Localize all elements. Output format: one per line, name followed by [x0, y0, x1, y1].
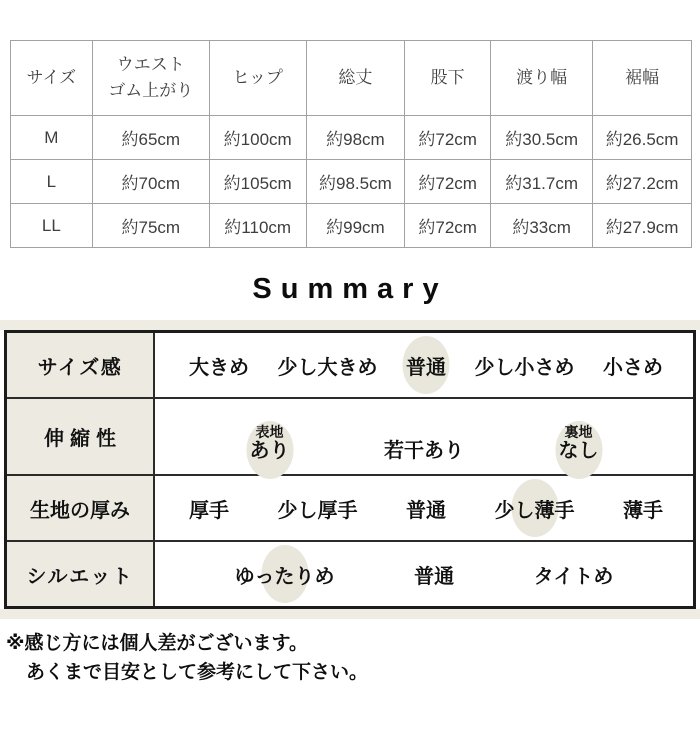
- summary-option-selected: 表地 あり: [250, 424, 290, 463]
- summary-row-silhouette: [6, 541, 695, 608]
- summary-row-label: シルエット: [6, 541, 155, 608]
- option-note: 裏地: [564, 423, 593, 440]
- summary-option-selected: 普通: [406, 351, 446, 380]
- size-table-header-cell: 股下: [405, 41, 491, 116]
- size-table: [10, 40, 692, 248]
- summary-option: 普通: [414, 565, 455, 588]
- summary-option: 少し厚手: [277, 499, 358, 522]
- size-table-header-row: [11, 41, 692, 116]
- size-cell: 約72cm: [405, 160, 491, 204]
- summary-option: 少し小さめ: [474, 356, 575, 379]
- size-cell: 約98.5cm: [306, 160, 405, 204]
- size-cell: 約100cm: [209, 116, 306, 160]
- size-cell: 約30.5cm: [491, 116, 593, 160]
- size-cell: 約27.9cm: [593, 204, 692, 248]
- size-cell: 約75cm: [92, 204, 209, 248]
- size-cell: 約105cm: [209, 160, 306, 204]
- size-table-header-cell: ウエスト ゴム上がり: [92, 41, 209, 116]
- size-table-row-ll: [11, 204, 692, 248]
- summary-options: [155, 333, 693, 397]
- summary-row-stretch: [6, 398, 695, 475]
- size-cell: L: [11, 160, 93, 204]
- summary-option: 厚手: [189, 499, 229, 522]
- summary-options: [155, 476, 693, 540]
- summary-row-size-feel: [6, 332, 695, 399]
- summary-table: [4, 330, 696, 609]
- footnote-line: あくまで目安として参考にして下さい。: [26, 661, 369, 683]
- summary-row-label: 生地の厚み: [6, 475, 155, 541]
- size-cell: 約110cm: [209, 204, 306, 248]
- size-cell: 約72cm: [405, 116, 491, 160]
- beige-strip-top: [0, 320, 700, 330]
- summary-title: Summary: [252, 273, 448, 305]
- summary-options: [155, 542, 693, 606]
- footnote-line: ※感じ方には個人差がございます。: [6, 633, 308, 654]
- summary-option-selected: 少し薄手: [495, 494, 575, 523]
- size-cell: 約65cm: [92, 116, 209, 160]
- summary-row-label: サイズ感: [6, 332, 155, 399]
- size-cell: 約27.2cm: [593, 160, 692, 204]
- size-cell: 約98cm: [306, 116, 405, 160]
- summary-option: 小さめ: [603, 356, 663, 379]
- summary-option: 若干あり: [384, 440, 464, 462]
- size-cell: 約72cm: [405, 204, 491, 248]
- summary-options: [155, 399, 693, 474]
- summary-option: タイトめ: [533, 565, 614, 588]
- summary-option: 少し大きめ: [277, 356, 378, 379]
- summary-option: 大きめ: [189, 356, 249, 379]
- beige-strip-bottom: [0, 609, 700, 619]
- size-table-header-cell: 渡り幅: [491, 41, 593, 116]
- size-cell: LL: [11, 204, 93, 248]
- size-cell: 約31.7cm: [491, 160, 593, 204]
- size-table-header-cell: 総丈: [306, 41, 405, 116]
- summary-option-selected: ゆったりめ: [235, 560, 335, 589]
- summary-option-selected: 裏地 なし: [559, 424, 599, 463]
- option-note: 表地: [255, 423, 284, 440]
- size-cell: 約99cm: [306, 204, 405, 248]
- summary-option: 普通: [406, 499, 446, 522]
- size-table-row-l: [11, 160, 692, 204]
- summary-row-label: 伸縮性: [6, 398, 155, 475]
- size-table-header-cell: サイズ: [11, 41, 93, 116]
- size-cell: 約33cm: [491, 204, 593, 248]
- size-cell: 約70cm: [92, 160, 209, 204]
- summary-option: 薄手: [623, 499, 663, 522]
- size-table-row-m: [11, 116, 692, 160]
- size-table-header-cell: ヒップ: [209, 41, 306, 116]
- size-table-header-cell: 裾幅: [593, 41, 692, 116]
- summary-row-fabric-thickness: [6, 475, 695, 541]
- size-cell: 約26.5cm: [593, 116, 692, 160]
- footnote: [6, 630, 700, 687]
- size-cell: M: [11, 116, 93, 160]
